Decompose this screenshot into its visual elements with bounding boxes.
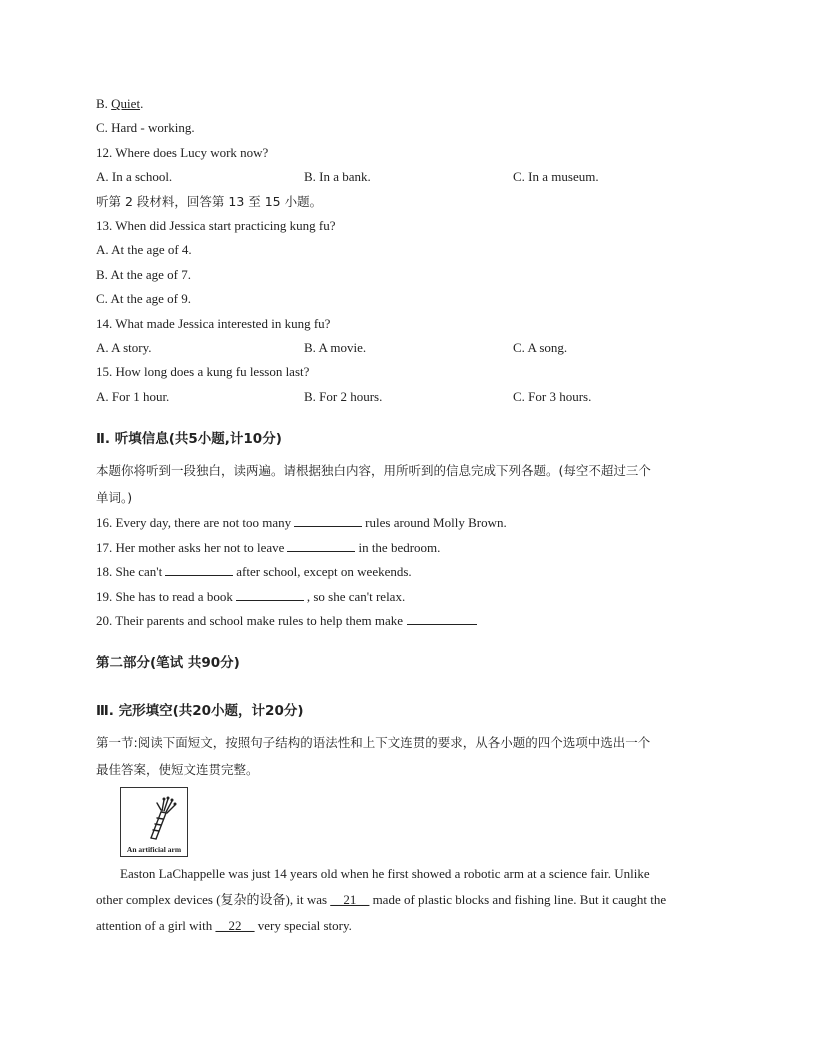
section3-instruction-1: 第一节:阅读下面短文，按照句子结构的语法性和上下文连贯的要求，从各小题的四个选项中选出一个 — [96, 735, 651, 751]
blank-21[interactable]: __21__ — [330, 892, 370, 908]
section3-title: Ⅲ. 完形填空(共20小题，计20分) — [96, 703, 304, 720]
q13-option-a: A. At the age of 4. — [96, 242, 192, 258]
q15-options — [96, 385, 720, 409]
q17-text: 17. Her mother asks her not to leave — [96, 539, 285, 555]
document-page — [96, 92, 720, 939]
q20 — [96, 609, 720, 633]
figure-caption: An artificial arm — [126, 845, 182, 855]
option-label: B. — [96, 96, 108, 111]
q14-option-a: A. A story. — [96, 340, 152, 356]
robotic-arm-icon — [121, 788, 187, 844]
q18-text: 18. She can't — [96, 564, 163, 580]
passage-text: very special story. — [257, 918, 352, 934]
cloze-passage — [96, 861, 720, 939]
section2-title: Ⅱ. 听填信息(共5小题,计10分) — [96, 431, 282, 448]
q15-option-c: C. For 3 hours. — [513, 388, 592, 404]
part2-title: 第二部分(笔试 共90分) — [96, 655, 240, 672]
q11-option-b — [96, 92, 720, 116]
q14-option-b: B. A movie. — [304, 340, 367, 356]
answer-blank[interactable] — [236, 588, 304, 601]
passage-text: other complex devices (复杂的设备), it was — [96, 892, 328, 908]
passage-line-1: Easton LaChappelle was just 14 years old when he first showed a robotic arm at a science fair. Unlike — [120, 866, 650, 882]
q15-option-b: B. For 2 hours. — [304, 388, 383, 404]
section2-instruction-2: 单词。) — [96, 490, 133, 506]
q17-text-end: in the bedroom. — [358, 539, 441, 555]
answer-blank[interactable] — [287, 539, 355, 552]
answer-blank[interactable] — [407, 612, 477, 625]
artificial-arm-figure — [120, 787, 188, 857]
q19-text: 19. She has to read a book — [96, 588, 233, 604]
q18-text-end: after school, except on weekends. — [236, 564, 412, 580]
option-text: Quiet — [111, 96, 141, 111]
q16 — [96, 511, 720, 535]
q12-option-a: A. In a school. — [96, 169, 173, 185]
section2-instruction-1: 本题你将听到一段独白，读两遍。请根据独白内容，用所听到的信息完成下列各题。(每空不超过三个 — [96, 463, 651, 479]
q14-stem: 14. What made Jessica interested in kung fu? — [96, 315, 331, 331]
passage-line-2 — [96, 887, 720, 913]
q20-text: 20. Their parents and school make rules to help them make — [96, 612, 403, 628]
q16-text-end: rules around Molly Brown. — [365, 515, 507, 531]
answer-blank[interactable] — [165, 563, 233, 576]
q13-option-c: C. At the age of 9. — [96, 291, 191, 307]
q12-stem: 12. Where does Lucy work now? — [96, 144, 269, 160]
q16-text: 16. Every day, there are not too many — [96, 515, 292, 531]
q11-option-c: C. Hard - working. — [96, 120, 195, 136]
passage-text: attention of a girl with — [96, 918, 213, 934]
q17 — [96, 536, 720, 560]
q15-stem: 15. How long does a kung fu lesson last? — [96, 364, 310, 380]
q12-options — [96, 165, 720, 189]
answer-blank[interactable] — [294, 514, 362, 527]
blank-22[interactable]: __22__ — [215, 918, 255, 934]
passage-text: made of plastic blocks and fishing line. But it caught the — [372, 892, 667, 908]
q18 — [96, 560, 720, 584]
q12-option-b: B. In a bank. — [304, 169, 371, 185]
q12-option-c: C. In a museum. — [513, 169, 599, 185]
q19-text-end: , so she can't relax. — [306, 588, 406, 604]
q14-option-c: C. A song. — [513, 340, 568, 356]
q13-stem: 13. When did Jessica start practicing kung fu? — [96, 218, 336, 234]
section3-instruction-2: 最佳答案，使短文连贯完整。 — [96, 762, 259, 778]
q13-option-b: B. At the age of 7. — [96, 266, 191, 282]
q14-options — [96, 336, 720, 360]
passage-line-3 — [96, 913, 720, 939]
material2-instruction: 听第 2 段材料，回答第 13 至 15 小题。 — [96, 193, 323, 209]
q15-option-a: A. For 1 hour. — [96, 388, 170, 404]
q19 — [96, 585, 720, 609]
option-dot: . — [140, 96, 144, 111]
